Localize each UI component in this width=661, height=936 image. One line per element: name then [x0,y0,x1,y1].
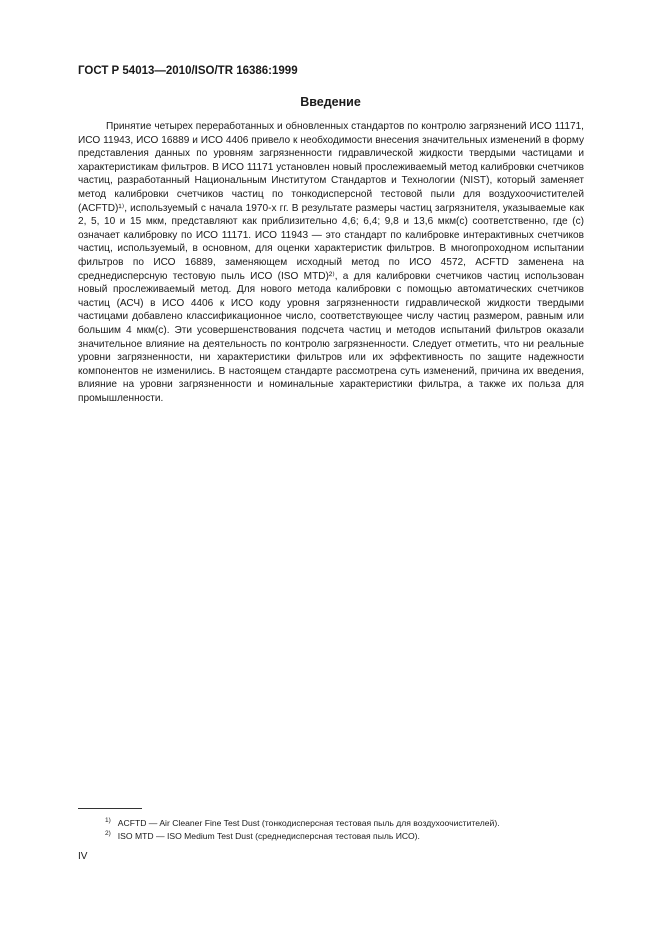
footnote-1-text: ACFTD — Air Cleaner Fine Test Dust (тонкодисперсная тестовая пыль для воздухоочистителей). [117,817,500,828]
section-title: Введение [300,95,361,109]
footnote-2-text: ISO MTD — ISO Medium Test Dust (среднедисперсная тестовая пыль ИСО). [117,830,420,841]
page-number: IV [78,851,88,862]
footnote-1-marker: 1) [105,817,111,824]
footnote-2-marker: 2) [105,830,111,837]
footnote-separator [78,808,142,809]
document-header: ГОСТ Р 54013—2010/ISO/TR 16386:1999 [78,65,298,77]
introduction-paragraph: Принятие четырех переработанных и обновленных стандартов по контролю загрязнений ИСО 11171, ИСО 11943, ИСО 16889 и ИСО 4406 привело к необходимости внесения значительных изменений в форму представления данных по уровням загрязненности гидравлической жидкости твердыми частицами и характеристикам фильтров. В ИСО 11171 установлен новый прослеживаемый метод калибровки счетчиков частиц, разработанный Национальным Институтом Стандартов и Технологии (NIST), который заменяет метод калибровки счетчиков частиц по тонкодисперсной тестовой пыли для воздухоочистителей (ACFTD)¹⁾, используемый с начала 1970-х гг. В результате размеры частиц загрязнителя, указываемые как 2, 5, 10 и 15 мкм, представляют как приблизительно 4,6; 6,4; 9,8 и 13,6 мкм(с) соответственно, где (с) означает калибровку по ИСО 11171. ИСО 11943 — это стандарт по калибровке интерактивных счетчиков частиц, используемый, в основном, для оценки характеристик фильтров. В многопроходном испытании фильтров по ИСО 16889, заменяющем исходный метод по ИСО 4572, ACFTD заменена на среднедисперсную тестовую пыль ИСО (ISO MTD)²⁾, а для калибровки счетчиков частиц использован новый прослеживаемый метод. Для нового метода калибровки с помощью автоматических счетчиков частиц (АСЧ) в ИСО 4406 к ИСО коду уровня загрязненности гидравлической жидкости твердыми частицами добавлено классификационное число, соответствующее числу частиц размером, равным или большим 4 мкм(с). Эти усовершенствования подсчета частиц и методов испытаний фильтров оказали значительное влияние на деятельность по контролю загрязненности. Следует отметить, что ни реальные уровни загрязненности, ни характеристики фильтров или их эффективность по защите надежности компонентов не изменились. В настоящем стандарте рассмотрена суть изменений, причина их введения, влияние на уровни загрязненности и номинальные характеристики фильтра, а также их польза для промышленности. [78,121,584,404]
footnote-1 [105,815,585,829]
footnote-2 [105,828,585,842]
